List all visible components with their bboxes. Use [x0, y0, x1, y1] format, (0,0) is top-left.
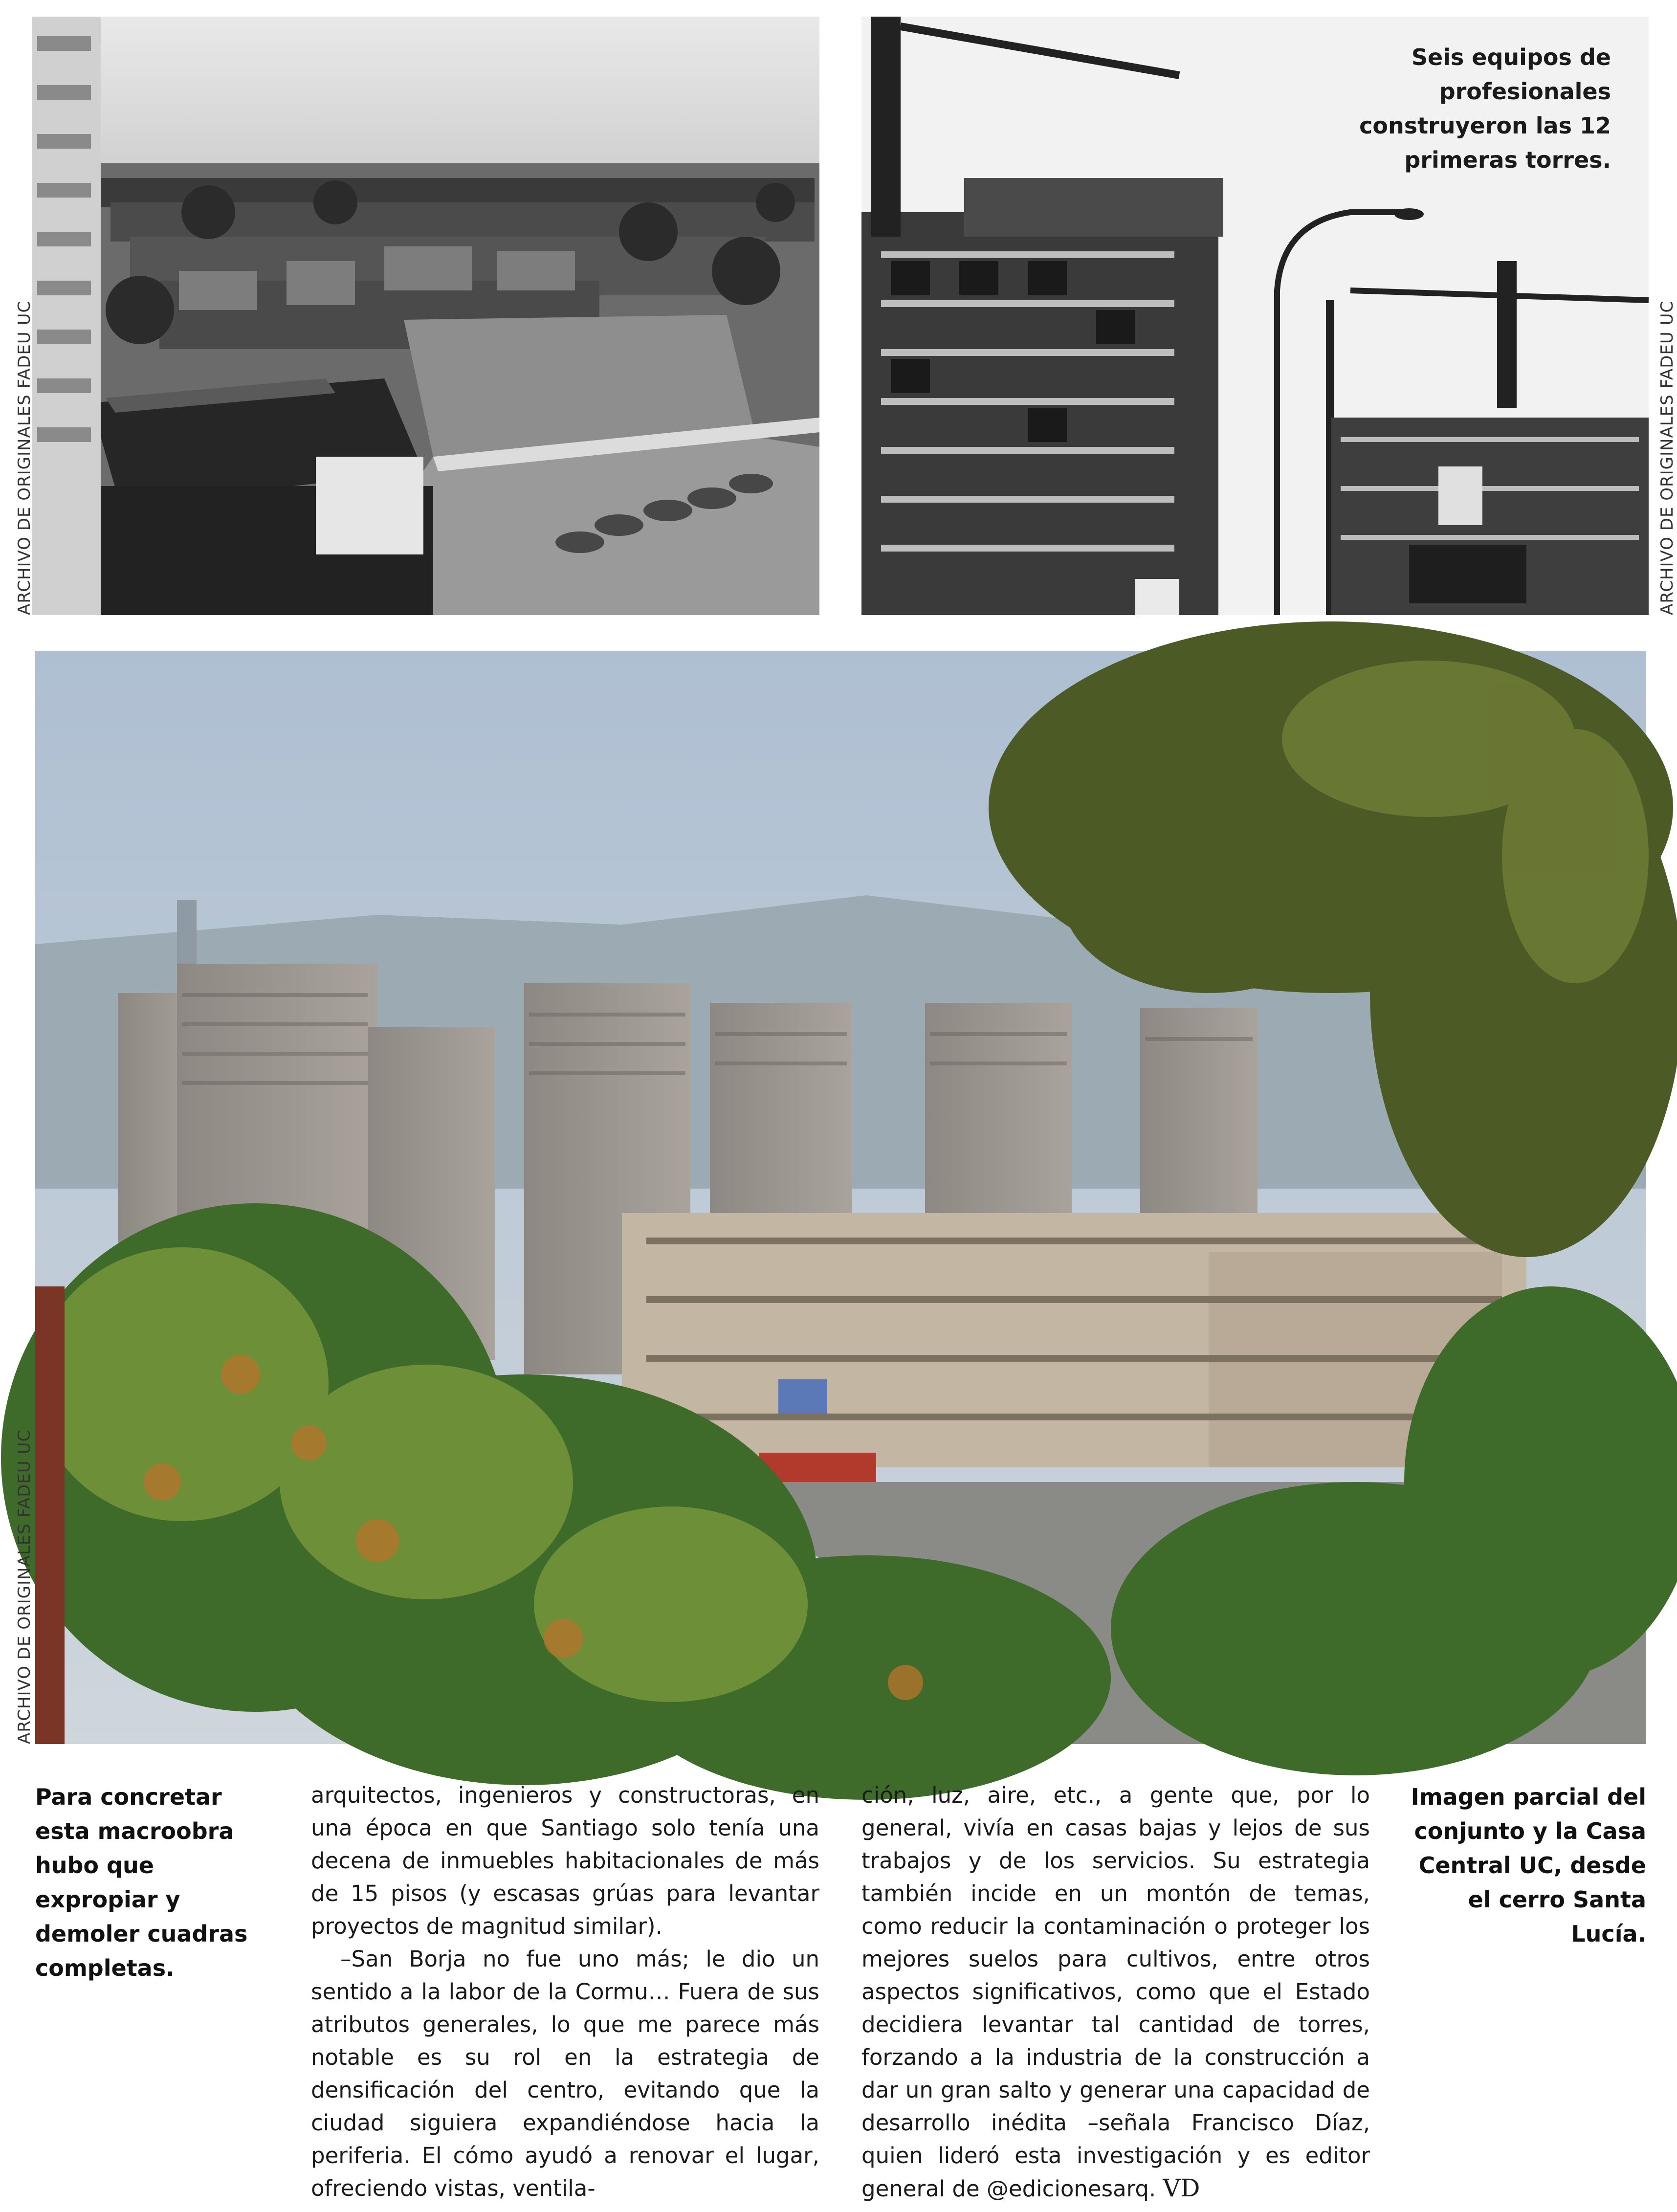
- article-paragraph: –San Borja no fue uno más; le dio un sentido a la labor de la Cormu… Fuera de sus atributos generales, lo que me parece más notable es su rol en la estrategia de densificación del centro, evitando que la ciudad siguiera expandiéndose hacia la periferia. El cómo ayudó a renovar el lugar, ofreciendo vistas, ventila-: [311, 1946, 819, 2201]
- article-paragraph: [861, 1779, 1370, 2205]
- caption-left: Para concretar esta macroobra hubo que expropiar y demoler cuadras completas.: [35, 1784, 248, 1981]
- archival-photo-city-aerial: [32, 17, 819, 615]
- caption-right: Imagen parcial del conjunto y la Casa Central UC, desde el cerro Santa Lucía.: [1411, 1784, 1646, 1947]
- photo-credit-top-right: ARCHIVO DE ORIGINALES FADEU UC: [1657, 300, 1677, 615]
- article-paragraph: arquitectos, ingenieros y constructoras, en una época en que Santiago solo tenía una decena de inmuebles habitacionales de más de 15 pisos (y escasas grúas para levantar proyectos de magnitud similar).: [311, 1782, 819, 1939]
- photo-credit-top-left: ARCHIVO DE ORIGINALES FADEU UC: [15, 300, 34, 615]
- article-column-1: [311, 1779, 819, 2205]
- photo-credit-main: ARCHIVO DE ORIGINALES FADEU UC: [15, 1429, 34, 1744]
- article-column-2: [861, 1779, 1370, 2205]
- photo-towers-casa-central-uc: [35, 651, 1646, 1744]
- end-mark: VD: [1163, 2174, 1200, 2202]
- photo-caption-top-right: Seis equipos de profesionales construyeron las 12 primeras torres.: [1359, 44, 1611, 173]
- article-paragraph-text: ción, luz, aire, etc., a gente que, por lo general, vivía en casas bajas y lejos de sus trabajos y de los servicios. Su estrategia también incide en un montón de temas, como reducir la contaminación o proteger los mejores suelos para cultivos, entre otros aspectos significativos, como que el Estado decidiera levantar tal cantidad de torres, forzando a la industria de la construcción a dar un gran salto y generar una capacidad de desarrollo inédita –señala Francisco Díaz, quien lideró esta investigación y es editor general de @edicionesarq.: [861, 1782, 1370, 2202]
